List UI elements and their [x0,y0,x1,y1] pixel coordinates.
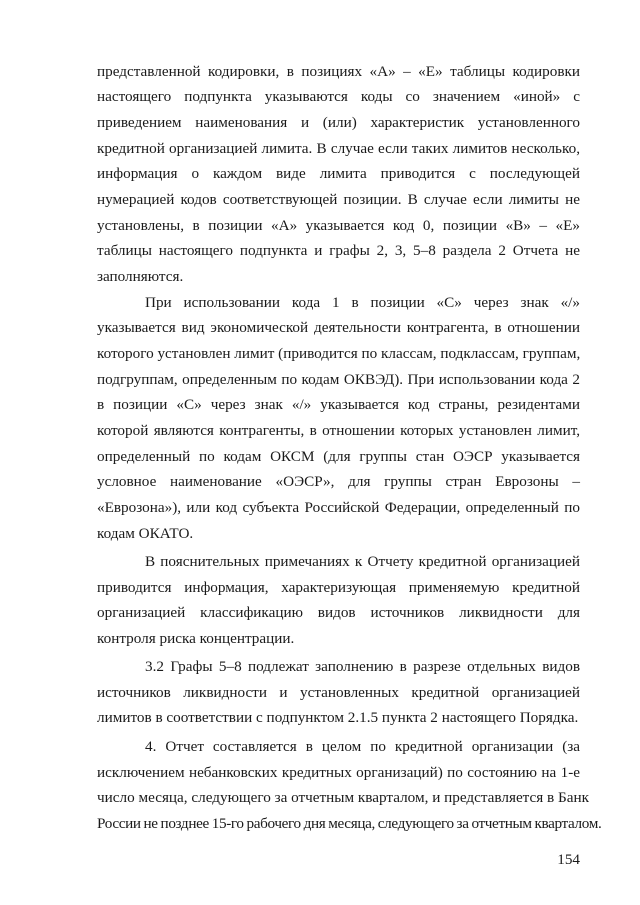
text-line: нумерацией кодов соответствующей позиции. В случае если лимиты не [97,191,580,208]
text-line: 3.2 Графы 5–8 подлежат заполнению в разрезе отдельных видов [145,658,580,675]
text-line: исключением небанковских кредитных организаций) по состоянию на 1-е [97,764,580,781]
text-line: России не позднее 15-го рабочего дня месяца, следующего за отчетным кварталом. [97,815,602,832]
text-line: число месяца, следующего за отчетным кварталом, и представляется в Банк [97,789,589,806]
text-line: установлены, в позиции «А» указывается код 0, позиции «В» – «Е» [97,217,580,234]
text-line: контроля риска концентрации. [97,630,295,647]
text-line: кодам ОКАТО. [97,525,194,542]
text-line: В пояснительных примечаниях к Отчету кредитной организацией [145,553,580,570]
text-line: настоящего подпункта указываются коды со значением «иной» с [97,88,580,105]
text-line: приводится информация, характеризующая применяемую кредитной [97,579,580,596]
text-line: в позиции «С» через знак «/» указывается код страны, резидентами [97,396,580,413]
text-line: подгруппам, определенным по кодам ОКВЭД). При использовании кода 2 [97,371,580,388]
text-line: При использовании кода 1 в позиции «С» через знак «/» [145,294,580,311]
text-line: 4. Отчет составляется в целом по кредитной организации (за [145,738,580,755]
text-line: таблицы настоящего подпункта и графы 2, 3, 5–8 раздела 2 Отчета не [97,242,580,259]
text-line: определенный по кодам ОКСМ (для группы стан ОЭСР указывается [97,448,580,465]
text-line: источников ликвидности и установленных кредитной организацией [97,684,580,701]
text-line: которого установлен лимит (приводится по классам, подклассам, группам, [97,345,581,362]
text-line: которой являются контрагенты, в отношении которых установлен лимит, [97,422,580,439]
page-number: 154 [557,851,580,868]
text-line: условное наименование «ОЭСР», для группы стран Еврозоны – [97,473,580,490]
text-line: лимитов в соответствии с подпунктом 2.1.5 пункта 2 настоящего Порядка. [97,709,579,726]
text-line: приведением наименования и (или) характеристик установленного [97,114,580,131]
text-line: организацией классификацию видов источников ликвидности для [97,604,580,621]
text-line: заполняются. [97,268,184,285]
text-line: представленной кодировки, в позициях «А» – «Е» таблицы кодировки [97,63,580,80]
text-line: указывается вид экономической деятельности контрагента, в отношении [97,319,580,336]
text-line: кредитной организацией лимита. В случае если таких лимитов несколько, [97,140,580,157]
text-line: «Еврозона»), или код субъекта Российской Федерации, определенный по [97,499,580,516]
text-line: информация о каждом виде лимита приводится с последующей [97,165,580,182]
